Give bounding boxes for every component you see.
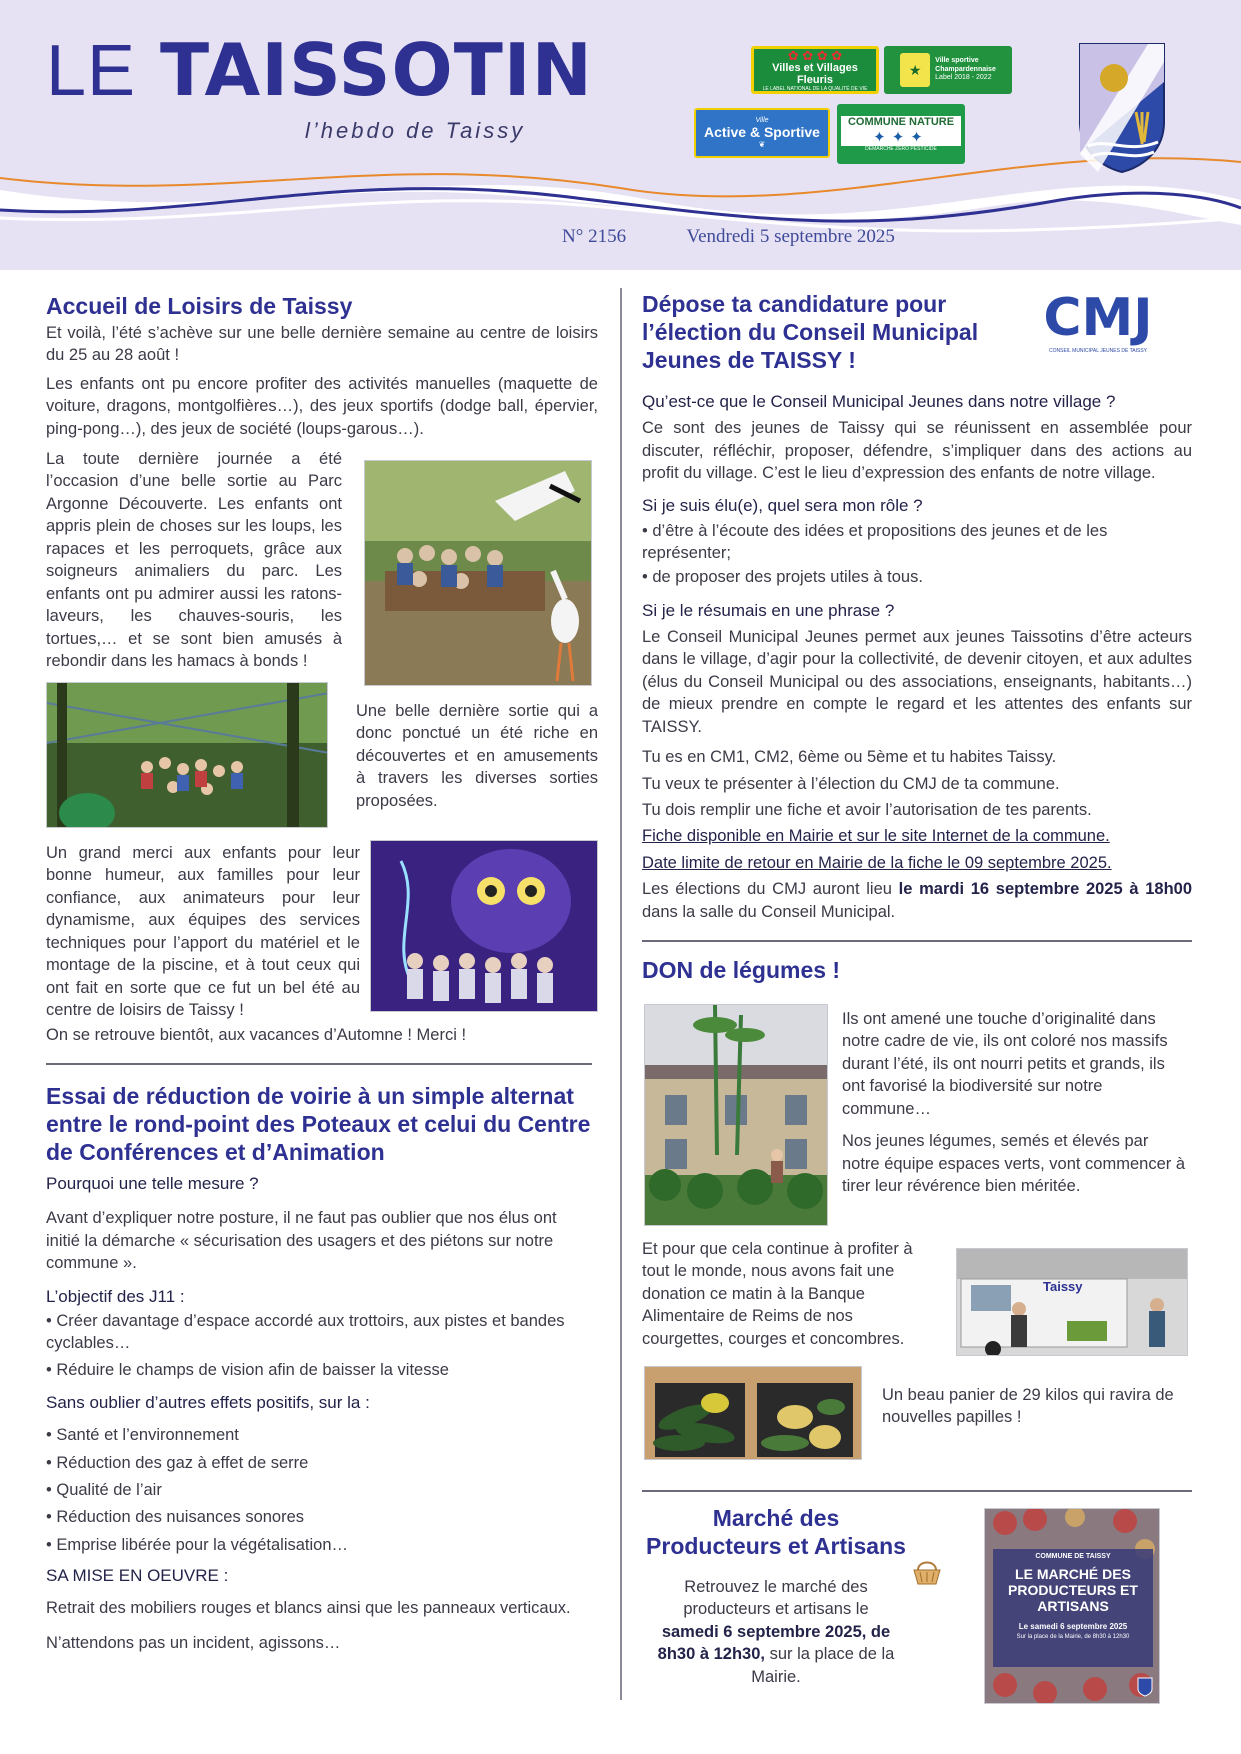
photo-parc-argonne (364, 460, 592, 686)
article5-p1-rest (654, 1621, 898, 1688)
logo-commune-nature (837, 104, 965, 164)
list-item: • de proposer des projets utiles à tous. (642, 568, 923, 587)
as-small: Ville (755, 117, 769, 124)
article-marche (644, 1504, 908, 1560)
article1-p1: Et voilà, l’été s’achève sur une belle dernière semaine au centre de loisirs du 25 au 28 août ! (46, 324, 598, 365)
article2-p1: Avant d’expliquer notre posture, il ne faut pas oublier que nos élus ont initié la démarche « sécurisation des usagers et des piétons sur notre commune ». (46, 1209, 557, 1273)
vvf-title: Villes et Villages Fleuris (772, 61, 858, 86)
poster-crest-icon (1137, 1677, 1153, 1697)
photo-hamacs-a-bonds (46, 682, 328, 828)
article3-deadline: Date limite de retour en Mairie de la fiche le 09 septembre 2025. (642, 853, 1112, 872)
dragonfly-icon: ✦✦✦ (841, 128, 961, 146)
poster-place: Sur la place de la Mairie, de 8h30 à 12h30 (1016, 1634, 1130, 1641)
article2-p2: Retrait des mobiliers rouges et blancs ainsi que les panneaux verticaux. (46, 1599, 571, 1618)
vs-title: Ville sportive (935, 56, 979, 64)
article3-p6a: Les élections du CMJ auront lieu (642, 880, 899, 899)
runner-icon: ★ (900, 53, 930, 87)
article1-closing (46, 1024, 598, 1046)
article3-p6b: le mardi 16 septembre 2025 à 18h00 (898, 880, 1193, 899)
article3-fiche-link: Fiche disponible en Mairie et sur le site Internet de la commune. (642, 827, 1110, 846)
article3-p2: Le Conseil Municipal Jeunes permet aux jeunes Taissotins d’être acteurs dans le village, d’agir pour la collectivité, de devenir citoyen, et aux adultes (élus du Conseil Municipal ou des associations, enseignants, habitants…) de mieux prendre en compte le regard et les attentes des enfants sur TAISSY. (642, 627, 1192, 736)
article2-q1: Pourquoi une telle mesure ? (46, 1174, 259, 1194)
article1-col-left (46, 448, 342, 672)
list-item: • d’être à l’écoute des idées et propositions des jeunes et de les représenter; (642, 521, 1108, 562)
article-accueil-loisirs (46, 292, 598, 440)
article1-title: Accueil de Loisirs de Taissy (46, 293, 353, 319)
article2-q2: L’objectif des J11 : (46, 1286, 185, 1306)
article1-p2: Les enfants ont pu encore profiter des activités manuelles (maquette de voiture, dragons, montgolfières…), des jeux sportifs (dodge ball, épervier, ping-pong…), des jeux de société (loups-garous…). (46, 374, 598, 438)
article2-q3: Sans oublier d’autres effets positifs, sur la : (46, 1392, 370, 1412)
flowers-icon: ✿ ✿ ✿ ✿ (787, 47, 843, 63)
list-item: • Créer davantage d’espace accordé aux trottoirs, aux pistes et bandes cyclables… (46, 1311, 565, 1353)
coat-of-arms-icon (1078, 42, 1166, 174)
article-cmj-body (642, 390, 1192, 923)
article4-p3: Et pour que cela continue à profiter à tout le monde, nous avons fait une donation ce matin à la Banque Alimentaire de Reims de nos courgettes, courges et concombres. (642, 1240, 913, 1348)
article5-title: Marché des Producteurs et Artisans (646, 1505, 906, 1560)
article2-q4: SA MISE EN OEUVRE : (46, 1566, 229, 1586)
article3-p3: Tu es en CM1, CM2, 6ème ou 5ème et tu habites Taissy. (642, 748, 1057, 767)
cmj-logo (1038, 288, 1158, 368)
article5-date: samedi 6 septembre 2025, de 8h30 à 12h30, (657, 1622, 891, 1664)
article1-col-right (356, 700, 598, 812)
article1-thanks (46, 842, 360, 1022)
article3-p6 (642, 878, 1192, 923)
list-item: • Santé et l’environnement (46, 1426, 239, 1445)
van-text: Taissy (1043, 1279, 1083, 1294)
article3-p4: Tu veux te présenter à l’élection du CMJ de ta commune. (642, 774, 1060, 793)
as-title: Active & Sportive (704, 124, 820, 140)
list-item: • Qualité de l’air (46, 1480, 162, 1499)
column-divider (620, 288, 622, 1700)
article5-p1: Retrouvez le marché des producteurs et artisans le (683, 1578, 869, 1619)
article1-p3: La toute dernière journée a été l’occasion d’une belle sortie au Parc Argonne Découverte. Les enfants ont appris plein de choses sur les loups, les rapaces et les perroquets, grâce aux soigneurs animaliers du parc. Les enfants ont pu admirer aussi les ratons-laveurs, les chauves-souris, les tortues,… et se sont bien amusés à rebondir dans les hamacs à bonds ! (46, 450, 342, 670)
issue-number: N° 2156 (562, 226, 627, 247)
list-item: • Emprise libérée pour la végétalisation… (46, 1535, 349, 1554)
cmj-logo-text: CMJ (1043, 288, 1153, 348)
article3-q2: Si je suis élu(e), quel sera mon rôle ? (642, 496, 923, 516)
vvf-sub: LE LABEL NATIONAL DE LA QUALITÉ DE VIE (762, 85, 868, 92)
article1-p6: On se retrouve bientôt, aux vacances d’Automne ! Merci ! (46, 1026, 467, 1044)
logo-villes-villages-fleuris (751, 46, 879, 94)
article5-place: sur la place de la Mairie. (751, 1645, 895, 1686)
article-cmj-header (642, 290, 994, 374)
poster-top: COMMUNE DE TAISSY (1035, 1553, 1111, 1560)
article3-q3: Si je le résumais en une phrase ? (642, 600, 895, 620)
article3-p6c: dans la salle du Conseil Municipal. (642, 902, 896, 921)
article3-title: Dépose ta candidature pour l’élection du Conseil Municipal Jeunes de TAISSY ! (642, 291, 979, 374)
article3-roles (642, 520, 1192, 589)
poster-title: LE MARCHÉ DES PRODUCTEURS ET ARTISANS (1008, 1566, 1138, 1615)
laurel-icon: ❦ (758, 140, 766, 149)
vs-region: Champardennaise (935, 65, 996, 73)
article2-title: Essai de réduction de voirie à un simple alternat entre le rond-point des Poteaux et celui du Centre de Conférences et d’Animation (46, 1083, 591, 1166)
poster-marche (984, 1508, 1160, 1704)
divider-right-1 (642, 940, 1192, 942)
cn-title: COMMUNE NATURE (841, 116, 961, 128)
article3-p1: Ce sont des jeunes de Taissy qui se réunissent en assemblée pour discuter, réfléchir, proposer, défendre, s’impliquer dans des actions au profit du village. C’est le lieu d’expression des enfants de notre village. (642, 419, 1192, 482)
photo-massif-legumes (644, 1004, 828, 1226)
article2-objectives (46, 1310, 598, 1381)
list-item: • Réduction des nuisances sonores (46, 1508, 305, 1527)
photo-camionnette-don (956, 1248, 1188, 1356)
cmj-logo-sub: CONSEIL MUNICIPAL JEUNES DE TAISSY (1049, 348, 1147, 354)
issue-date: Vendredi 5 septembre 2025 (686, 226, 895, 247)
article4-p2: Nos jeunes légumes, semés et élevés par notre équipe espaces verts, vont commencer à tirer leur révérence bien méritée. (842, 1132, 1186, 1196)
vs-label: Label 2018 - 2022 (935, 74, 992, 82)
masthead-name: TAISSOTIN (159, 28, 593, 112)
divider-right-2 (642, 1490, 1192, 1492)
article-don-legumes (642, 956, 1042, 984)
article5-body (654, 1576, 898, 1688)
basket-icon (912, 1558, 942, 1586)
photo-panier-legumes (644, 1366, 862, 1460)
issue-info (562, 226, 895, 248)
masthead-le: LE (46, 31, 137, 111)
article3-p5: Tu dois remplir une fiche et avoir l’autorisation de tes parents. (642, 801, 1092, 820)
article-voirie (46, 1082, 598, 1654)
article4-p4: Un beau panier de 29 kilos qui ravira de nouvelles papilles ! (882, 1386, 1174, 1427)
article4-col-text (842, 1008, 1188, 1198)
list-item: • Réduction des gaz à effet de serre (46, 1453, 309, 1472)
article4-basket (882, 1384, 1182, 1429)
article1-p5: Un grand merci aux enfants pour leur bonne humeur, aux familles pour leur confiance, aux animateurs pour leur dynamisme, aux équipes des services techniques pour l’apport du matériel et le montage de la piscine, et à tout ceux qui ont fait en sorte que ce fut un bel été au centre de loisirs de Taissy ! (46, 844, 360, 1020)
article4-title: DON de légumes ! (642, 957, 841, 983)
article2-effects (46, 1424, 598, 1556)
article3-q1: Qu’est-ce que le Conseil Municipal Jeunes dans notre village ? (642, 392, 1116, 411)
photo-fresque-lumineuse (370, 840, 598, 1012)
cn-sub: DÉMARCHE ZÉRO PESTICIDE (865, 146, 937, 152)
article2-p3: N’attendons pas un incident, agissons… (46, 1633, 341, 1652)
article1-p4: Une belle dernière sortie qui a donc ponctué un été riche en découvertes et en amusements à travers les diverses sorties proposées. (356, 702, 598, 810)
article4-donation (642, 1238, 932, 1350)
logo-ville-sportive (884, 46, 1012, 94)
poster-date: Le samedi 6 septembre 2025 (1018, 1622, 1128, 1632)
article4-p1: Ils ont amené une touche d’originalité dans notre cadre de vie, ils ont coloré nos massifs durant l’été, ils ont nourri petits et grands, ils ont favorisé la biodiversité sur notre commune… (842, 1010, 1168, 1118)
list-item: • Réduire le champs de vision afin de baisser la vitesse (46, 1360, 449, 1379)
divider-left-1 (46, 1063, 592, 1065)
masthead-title (46, 28, 593, 112)
logo-active-sportive (694, 108, 830, 158)
masthead-tagline: l’hebdo de Taissy (305, 118, 526, 143)
